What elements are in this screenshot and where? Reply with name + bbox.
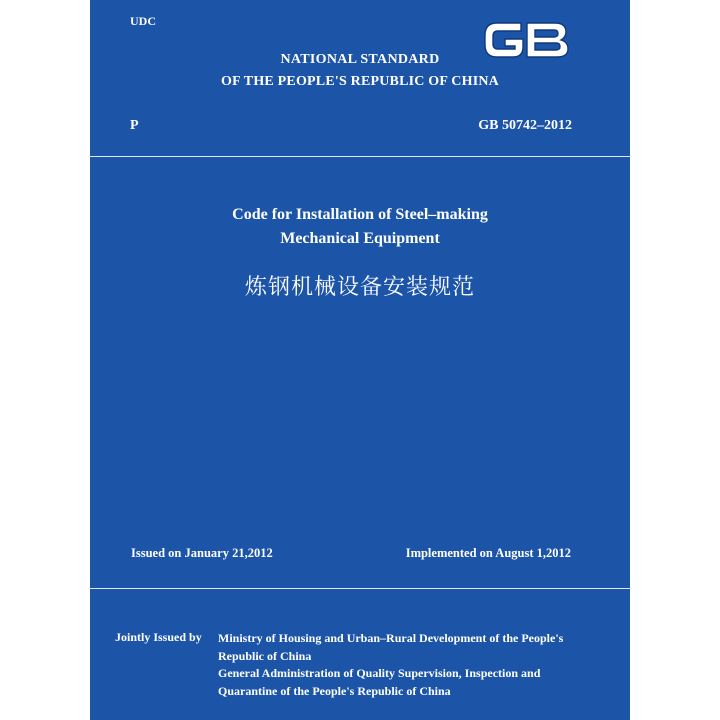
jointly-issued-label: Jointly Issued by xyxy=(115,630,202,644)
issuer-line: Quarantine of the People's Republic of China xyxy=(218,683,451,698)
chinese-title: 炼钢机械设备安装规范 xyxy=(244,275,475,300)
implemented-date: Implemented on August 1,2012 xyxy=(405,546,571,560)
udc-label: UDC xyxy=(130,14,156,28)
national-standard-heading: NATIONAL STANDARD xyxy=(280,52,440,67)
issuer-line: General Administration of Quality Supervision, Inspection and xyxy=(218,666,541,680)
issuer-list xyxy=(218,630,563,700)
bottom-divider xyxy=(90,588,630,589)
english-title-line1: Code for Installation of Steel–making xyxy=(232,206,488,223)
issuer-line: Ministry of Housing and Urban–Rural Development of the People's xyxy=(218,631,564,645)
issued-date: Issued on January 21,2012 xyxy=(131,546,273,560)
standard-cover xyxy=(90,0,630,720)
issuer-line: Republic of China xyxy=(218,648,312,663)
country-heading: OF THE PEOPLE'S REPUBLIC OF CHINA xyxy=(221,74,499,89)
english-title-line2: Mechanical Equipment xyxy=(280,230,440,247)
classification-code: P xyxy=(130,118,139,133)
top-divider xyxy=(90,156,630,157)
standard-number: GB 50742–2012 xyxy=(478,118,572,133)
